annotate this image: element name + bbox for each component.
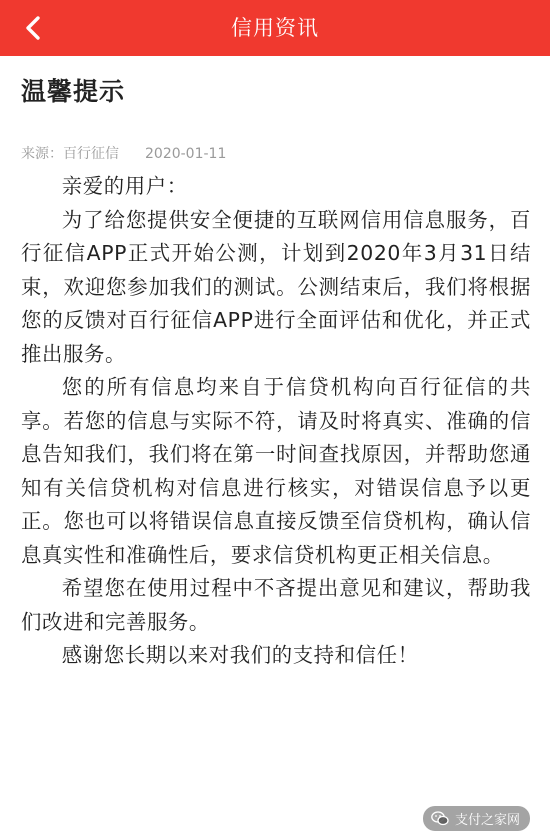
paragraph-greeting: 亲爱的用户： [61,174,188,198]
paragraph: 为了给您提供安全便捷的互联网信用信息服务，百行征信APP正式开始公测，计划到2020年3月31日结束，欢迎您参加我们的测试。公测结束后，我们将根据您的反馈对百行征信APP进行全面评估和优化，并正式推出服务。 [21,207,531,366]
paragraph: 希望您在使用过程中不吝提出意见和建议，帮助我们改进和完善服务。 [21,576,531,634]
watermark [423,806,530,831]
wechat-icon [431,811,449,826]
article-source: 百行征信 [63,146,119,162]
source-label: 来源： [21,146,63,162]
top-navigation-bar [0,0,550,56]
article-date: 2020-01-11 [145,146,227,162]
paragraph: 您的所有信息均来自于信贷机构向百行征信的共享。若您的信息与实际不符，请及时将真实、准确的信息告知我们，我们将在第一时间查找原因，并帮助您通知有关信贷机构对信息进行核实，对错误信息予以更正。您也可以将错误信息直接反馈至信贷机构，确认信息真实性和准确性后，要求信贷机构更正相关信息。 [21,375,531,567]
article-title: 温馨提示 [21,77,126,106]
page-title: 信用资讯 [231,16,319,40]
article-meta [21,143,226,163]
article-body [21,170,531,673]
paragraph: 感谢您长期以来对我们的支持和信任！ [61,643,419,667]
watermark-text: 支付之家网 [454,813,520,828]
